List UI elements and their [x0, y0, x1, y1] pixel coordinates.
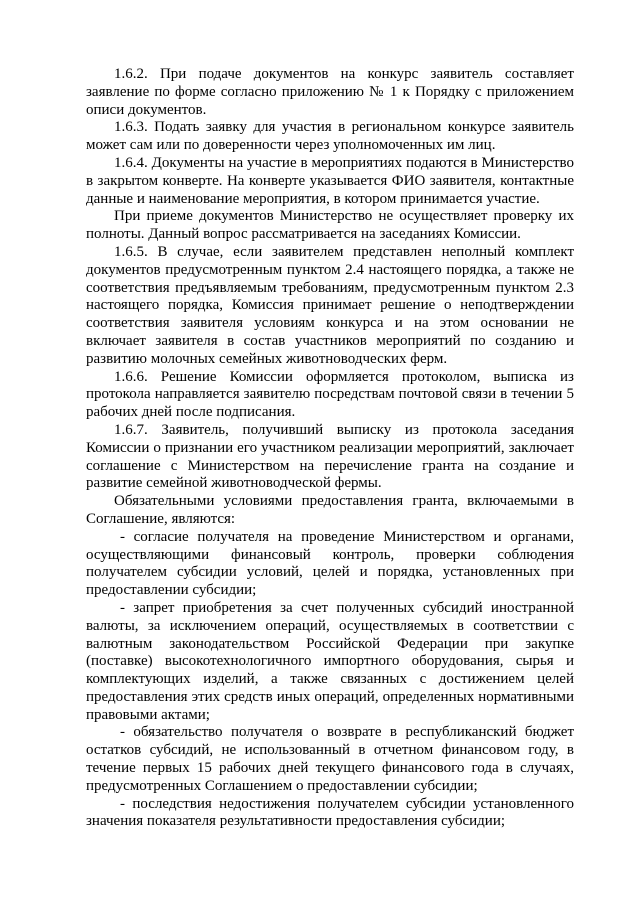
list-item-consent: - согласие получателя на проведение Министерством и органами, осуществляющими финансовый контроль, проверки соблюдения получателем субсидии условий, целей и порядка, установленных при предоставлении субсидии; — [86, 528, 574, 599]
list-item-return-obligation: - обязательство получателя о возврате в республиканский бюджет остатков субсидий, не использованный в отчетном финансовом году, в течение первых 15 рабочих дней текущего финансового года в случаях, предусмотренных Соглашением о предоставлении субсидии; — [86, 724, 574, 794]
paragraph-mandatory-conditions: Обязательными условиями предоставления гранта, включаемыми в Соглашение, являются: — [86, 493, 574, 527]
paragraph-document-check: При приеме документов Министерство не осуществляет проверку их полноты. Данный вопрос рассматривается на заседаниях Комиссии. — [86, 208, 574, 243]
paragraph-1-6-7: 1.6.7. Заявитель, получивший выписку из протокола заседания Комиссии о признании его участником реализации мероприятий, заключает соглашение с Министерством на перечисление гранта на создание и развитие семейной животноводческой фермы. — [86, 421, 574, 492]
paragraph-1-6-3: 1.6.3. Подать заявку для участия в региональном конкурсе заявитель может сам или по доверенности через уполномоченных им лиц. — [86, 119, 574, 154]
paragraph-1-6-5: 1.6.5. В случае, если заявителем представлен неполный комплект документов предусмотренным пунктом 2.4 настоящего порядка, а также не соответствия предъявляемым требованиям, предусмотренным пунктом 2.3 настоящего порядка, Комиссия принимает решение о неподтверждении соответствия заявителя условиям конкурса и на этом основании не включает заявителя в состав участников мероприятий по созданию и развитию молочных семейных животноводческих ферм. — [86, 243, 574, 367]
paragraph-1-6-2: 1.6.2. При подаче документов на конкурс заявитель составляет заявление по форме согласно приложению № 1 к Порядку с приложением описи документов. — [86, 66, 574, 118]
list-item-consequences: - последствия недостижения получателем субсидии установленного значения показателя результативности предоставления субсидии; — [86, 795, 574, 830]
paragraph-1-6-4: 1.6.4. Документы на участие в мероприятиях подаются в Министерство в закрытом конверте. На конверте указывается ФИО заявителя, контактные данные и наименование мероприятия, в котором принимается участие. — [86, 154, 574, 207]
paragraph-1-6-6: 1.6.6. Решение Комиссии оформляется протоколом, выписка из протокола направляется заявителю посредствам почтовой связи в течении 5 рабочих дней после подписания. — [86, 368, 574, 421]
list-item-currency-ban: - запрет приобретения за счет полученных субсидий иностранной валюты, за исключением операций, осуществляемых в соответствии с валютным законодательством Российской Федерации при закупке (поставке) высокотехнологичного импортного оборудования, сырья и комплектующих изделий, а также связанных с достижением целей предоставления этих средств иных операций, определенных нормативными правовыми актами; — [86, 599, 574, 723]
